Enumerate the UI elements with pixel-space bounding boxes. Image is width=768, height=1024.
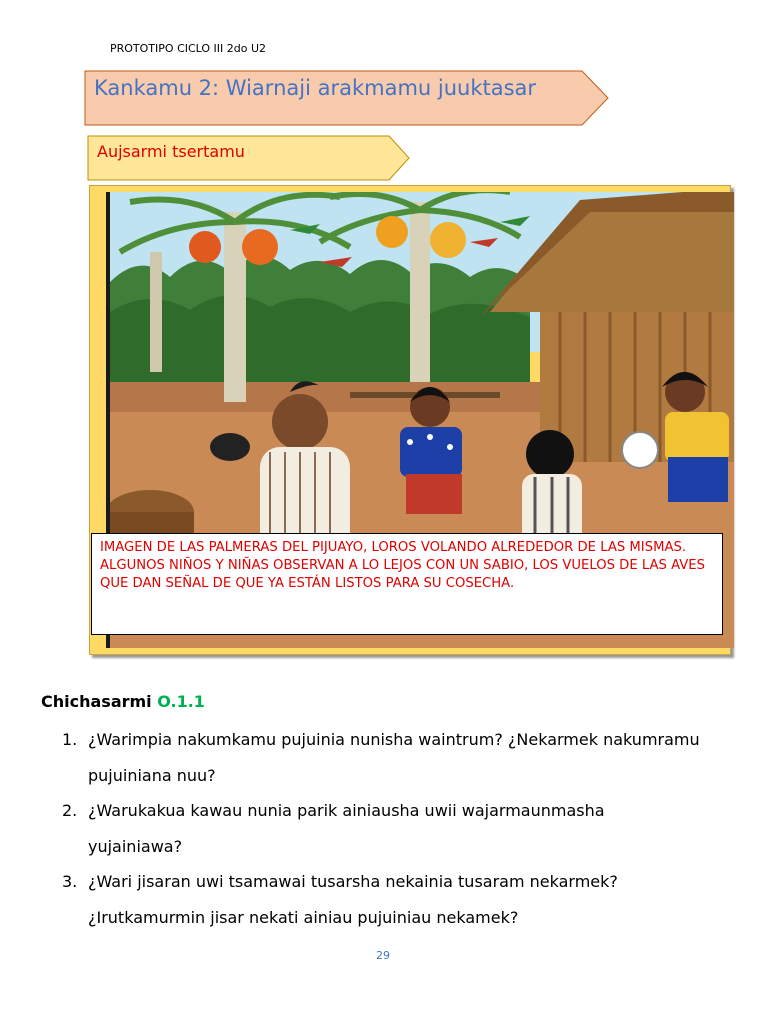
subtitle-banner: [87, 135, 411, 181]
question-text: ¿Warimpia nakumkamu pujuinia nunisha waintrum? ¿Nekarmek nakumramu pujuiniana nuu?: [88, 730, 700, 785]
question-number: 2.: [62, 801, 78, 820]
question-text: ¿Warukakua kawau nunia parik ainiausha uwii wajarmaunmasha yujainiawa?: [88, 801, 605, 856]
question-number: 1.: [62, 730, 78, 749]
section-code: O.1.1: [157, 692, 205, 711]
question-item: [62, 722, 702, 793]
lesson-title: Kankamu 2: Wiarnaji arakmamu juuktasar: [94, 76, 537, 100]
question-item: [62, 793, 702, 864]
section-heading: [41, 692, 205, 711]
section-label: Chichasarmi: [41, 692, 152, 711]
document-header: PROTOTIPO CICLO III 2do U2: [110, 42, 267, 55]
title-banner: [84, 70, 610, 126]
subtitle-text: Aujsarmi tsertamu: [97, 142, 245, 161]
question-item: [62, 864, 702, 935]
question-number: 3.: [62, 872, 78, 891]
page-number: 29: [376, 949, 390, 962]
illustration-caption: IMAGEN DE LAS PALMERAS DEL PIJUAYO, LOROS VOLANDO ALREDEDOR DE LAS MISMAS. ALGUNOS NIÑOS Y NIÑAS OBSERVAN A LO LEJOS CON UN SABIO, LOS VUELOS DE LAS AVES QUE DAN SEÑAL DE QUE YA ESTÁN LISTOS PARA SU COSECHA.: [91, 533, 723, 635]
question-text: ¿Wari jisaran uwi tsamawai tusarsha nekainia tusaram nekarmek? ¿Irutkamurmin jisar nekati ainiau pujuiniau nekamek?: [88, 872, 618, 927]
question-list: [62, 722, 702, 935]
